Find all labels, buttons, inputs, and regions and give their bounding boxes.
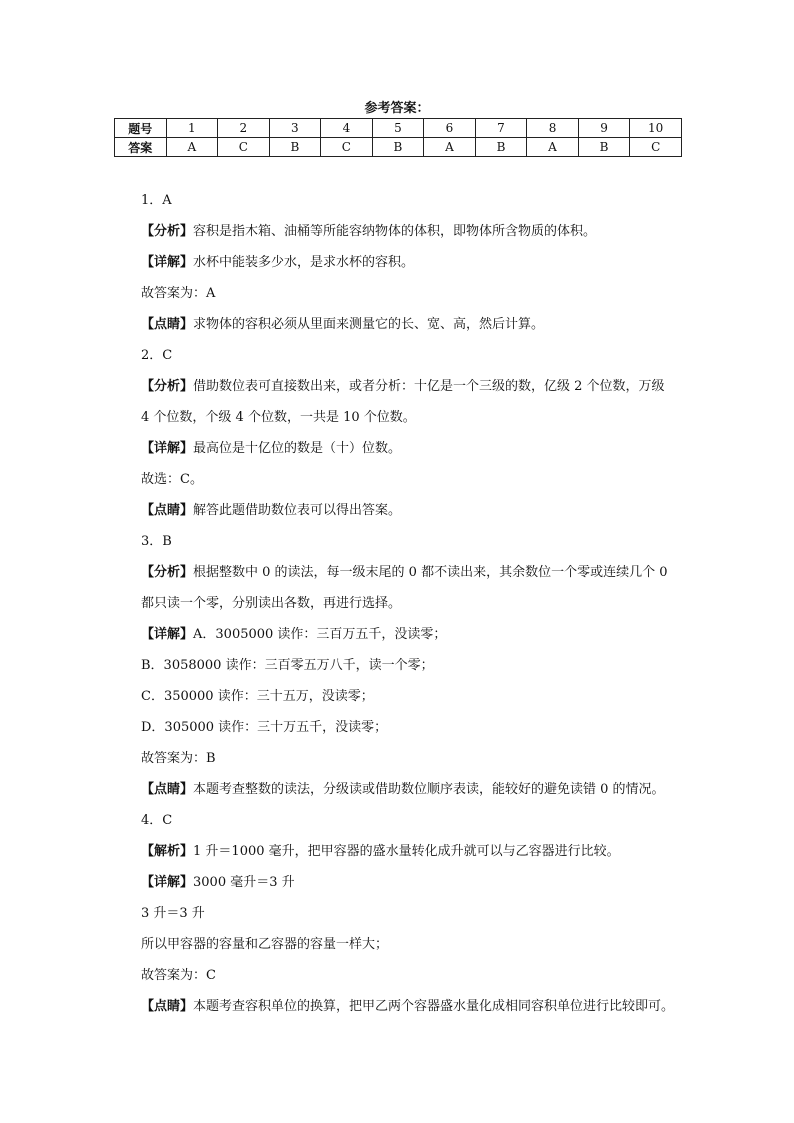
table-cell: B [475, 138, 527, 157]
table-cell: B [578, 138, 630, 157]
section-tag: 【详解】 [141, 441, 194, 456]
solution-text: 故选：C。 [141, 472, 203, 487]
solution-text: D．305000 读作：三十万五千，没读零； [141, 720, 388, 735]
table-cell: 10 [630, 119, 682, 138]
table-cell: C [630, 138, 682, 157]
solution-text: 都只读一个零，分别读出各数，再进行选择。 [141, 596, 402, 611]
solution-text: C．350000 读作：三十五万，没读零； [141, 689, 374, 704]
solution-line [141, 247, 681, 278]
table-cell: C [218, 138, 270, 157]
row-label-numbers: 题号 [115, 119, 167, 138]
section-tag: 【详解】 [141, 875, 194, 890]
solution-text: 故答案为：B [141, 751, 216, 766]
question-number [141, 526, 681, 557]
section-tag: 【详解】 [141, 627, 194, 642]
solution-text: 4 个位数，个级 4 个位数，一共是 10 个位数。 [141, 410, 416, 425]
question-number [141, 185, 681, 216]
table-row-answers [115, 138, 682, 157]
solution-line [141, 712, 681, 743]
solution-line [141, 619, 681, 650]
solution-text: 借助数位表可直接数出来，或者分析：十亿是一个三级的数，亿级 2 个位数，万级 [193, 379, 665, 394]
section-tag: 【点睛】 [141, 503, 194, 518]
table-cell: 5 [372, 119, 424, 138]
table-cell: 6 [424, 119, 476, 138]
table-cell: 3 [269, 119, 321, 138]
solution-line [141, 650, 681, 681]
section-tag: 【详解】 [141, 255, 194, 270]
solution-text: 故答案为：C [141, 968, 216, 983]
table-cell: 2 [218, 119, 270, 138]
solution-line [141, 681, 681, 712]
solution-text: 4．C [141, 813, 173, 828]
table-cell: B [269, 138, 321, 157]
section-tag: 【点睛】 [141, 782, 194, 797]
section-tag: 【点睛】 [141, 999, 194, 1014]
table-cell: A [527, 138, 579, 157]
section-tag: 【分析】 [141, 224, 194, 239]
solution-line [141, 216, 681, 247]
table-cell: 7 [475, 119, 527, 138]
section-tag: 【分析】 [141, 379, 194, 394]
table-cell: B [372, 138, 424, 157]
solution-line [141, 402, 681, 433]
solution-line [141, 867, 681, 898]
solution-line [141, 495, 681, 526]
solution-text: 容积是指木箱、油桶等所能容纳物体的体积，即物体所含物质的体积。 [193, 224, 597, 239]
table-cell: 8 [527, 119, 579, 138]
section-tag: 【分析】 [141, 565, 194, 580]
solution-text: 2．C [141, 348, 173, 363]
solutions-body [141, 185, 681, 1022]
solution-line [141, 960, 681, 991]
solution-text: 解答此题借助数位表可以得出答案。 [193, 503, 402, 518]
solution-line [141, 278, 681, 309]
solution-text: 3．B [141, 534, 172, 549]
answer-table [114, 118, 682, 157]
solution-line [141, 588, 681, 619]
table-cell: C [321, 138, 373, 157]
solution-text: 1．A [141, 193, 172, 208]
solution-text: 本题考查整数的读法，分级读或借助数位顺序表读，能较好的避免读错 0 的情况。 [193, 782, 665, 797]
solution-line [141, 743, 681, 774]
solution-line [141, 309, 681, 340]
solution-line [141, 433, 681, 464]
question-number [141, 805, 681, 836]
solution-text: 3 升＝3 升 [141, 906, 205, 921]
solution-text: 3000 毫升＝3 升 [193, 875, 295, 890]
solution-line [141, 557, 681, 588]
solution-text: 所以甲容器的容量和乙容器的容量一样大； [141, 937, 389, 952]
table-cell: A [424, 138, 476, 157]
table-row-numbers [115, 119, 682, 138]
section-tag: 【点睛】 [141, 317, 194, 332]
solution-line [141, 371, 681, 402]
solution-line [141, 836, 681, 867]
question-number [141, 340, 681, 371]
solution-line [141, 898, 681, 929]
solution-text: 本题考查容积单位的换算，把甲乙两个容器盛水量化成相同容积单位进行比较即可。 [193, 999, 675, 1014]
solution-text: 1 升＝1000 毫升，把甲容器的盛水量转化成升就可以与乙容器进行比较。 [193, 844, 620, 859]
solution-line [141, 929, 681, 960]
page-title: 参考答案： [364, 101, 430, 116]
table-cell: 9 [578, 119, 630, 138]
table-cell: 4 [321, 119, 373, 138]
solution-text: B．3058000 读作：三百零五万八千，读一个零； [141, 658, 434, 673]
row-label-answers: 答案 [115, 138, 167, 157]
table-cell: A [166, 138, 218, 157]
solution-text: 水杯中能装多少水，是求水杯的容积。 [193, 255, 415, 270]
solution-text: 最高位是十亿位的数是（十）位数。 [193, 441, 402, 456]
solution-line [141, 774, 681, 805]
solution-text: 求物体的容积必须从里面来测量它的长、宽、高，然后计算。 [193, 317, 545, 332]
solution-line [141, 991, 681, 1022]
solution-line [141, 464, 681, 495]
table-cell: 1 [166, 119, 218, 138]
solution-text: A．3005000 读作：三百万五千，没读零； [193, 627, 447, 642]
solution-text: 根据整数中 0 的读法，每一级末尾的 0 都不读出来，其余数位一个零或连续几个 0 [193, 565, 668, 580]
solution-text: 故答案为：A [141, 286, 216, 301]
section-tag: 【解析】 [141, 844, 194, 859]
